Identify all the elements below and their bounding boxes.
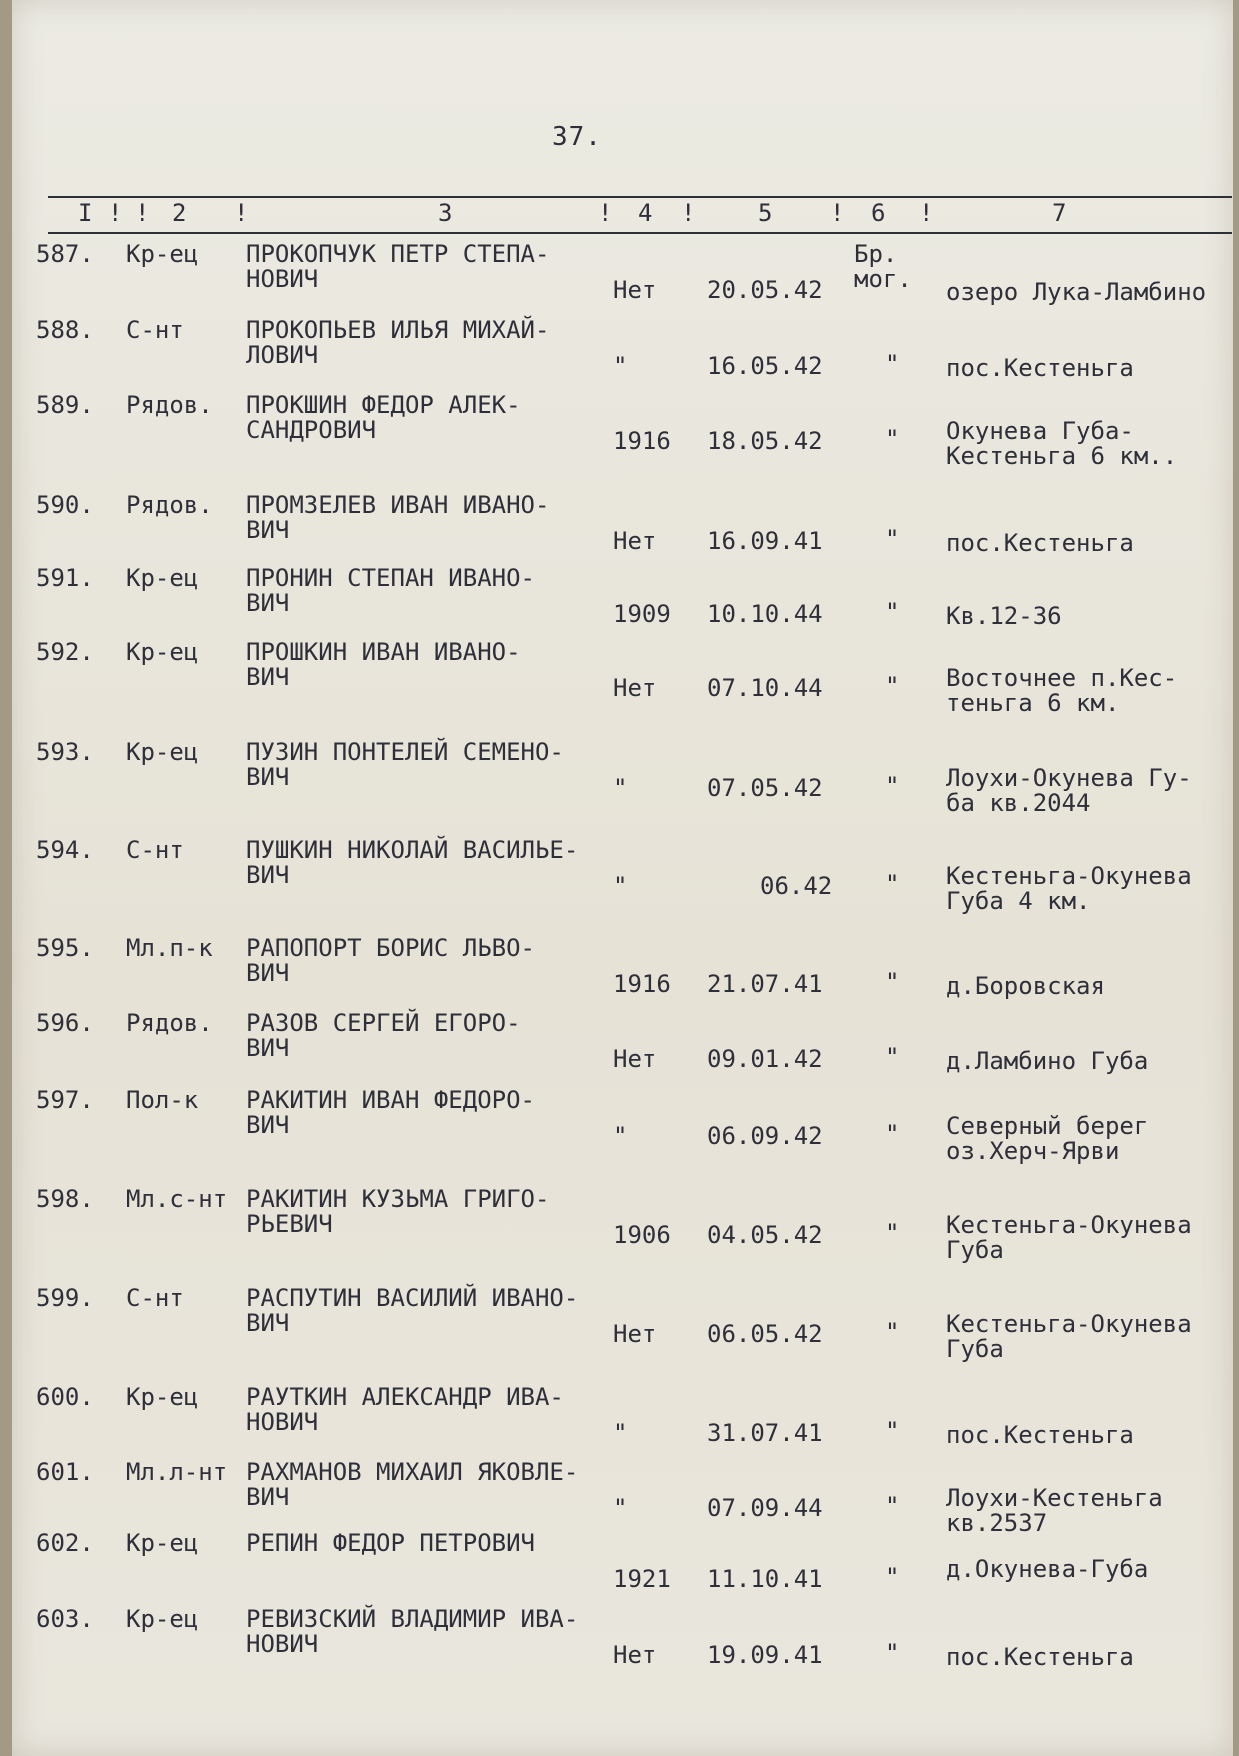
header-separator: ! <box>108 199 123 227</box>
place-line-1: д.Ламбино Губа <box>946 1047 1149 1075</box>
burial-type-line-1: " <box>885 598 900 626</box>
name-line-1: ПРОКОПЬЕВ ИЛЬЯ МИХАЙ- <box>246 316 550 344</box>
military-rank: Кр-ец <box>126 1383 199 1411</box>
name-line-1: ПРОШКИН ИВАН ИВАНО- <box>246 638 521 666</box>
military-rank: Кр-ец <box>126 1605 199 1633</box>
place-line-1: Лоухи-Окунева Гу- <box>946 764 1192 792</box>
burial-type <box>885 1641 899 1666</box>
record-number: 588. <box>36 316 94 344</box>
death-date: 19.09.41 <box>707 1641 823 1669</box>
death-date: 07.09.44 <box>707 1494 823 1522</box>
burial-type <box>885 1122 899 1147</box>
name-line-1: ПРОНИН СТЕПАН ИВАНО- <box>246 564 535 592</box>
name-line-2: ВИЧ <box>246 1034 290 1062</box>
name-line-2: САНДРОВИЧ <box>246 416 377 444</box>
table-row <box>12 1607 1233 1677</box>
full-name <box>246 1607 578 1657</box>
military-rank: С-нт <box>126 1284 184 1312</box>
death-date: 18.05.42 <box>707 427 823 455</box>
full-name <box>246 1286 578 1336</box>
death-date: 07.05.42 <box>707 774 823 802</box>
military-rank: С-нт <box>126 836 184 864</box>
military-rank: Рядов. <box>126 391 213 419</box>
birth-year: Нет <box>613 1320 657 1348</box>
table-row <box>12 1385 1233 1455</box>
full-name <box>246 393 521 443</box>
full-name <box>246 1531 535 1556</box>
record-number: 594. <box>36 836 94 864</box>
death-date: 07.10.44 <box>707 674 823 702</box>
table-row <box>12 1185 1233 1264</box>
table-row <box>12 738 1233 817</box>
burial-type-line-1: " <box>885 672 900 700</box>
table-row <box>12 1458 1233 1537</box>
table-row <box>12 1531 1233 1601</box>
full-name <box>246 936 535 986</box>
burial-type-line-1: " <box>885 968 900 996</box>
place-line-2: Кестеньга 6 км.. <box>946 442 1178 470</box>
burial-type-line-1: " <box>885 870 900 898</box>
burial-type-line-2: мог. <box>854 265 912 293</box>
burial-place <box>946 531 1134 556</box>
military-rank: Кр-ец <box>126 564 199 592</box>
burial-type <box>885 1565 899 1590</box>
burial-place <box>946 356 1134 381</box>
table-row <box>12 1086 1233 1165</box>
name-line-2: НОВИЧ <box>246 1408 319 1436</box>
military-rank: Мл.л-нт <box>126 1458 228 1486</box>
header-col-1: I <box>78 199 93 227</box>
name-line-2: ВИЧ <box>246 663 290 691</box>
burial-type-line-1: " <box>885 350 900 378</box>
death-date: 16.09.41 <box>707 527 823 555</box>
full-name <box>246 1460 578 1510</box>
full-name <box>246 242 549 292</box>
name-line-2: ЛОВИЧ <box>246 341 319 369</box>
death-date: 06.05.42 <box>707 1320 823 1348</box>
burial-type-line-1: " <box>885 1318 900 1346</box>
burial-place <box>946 1114 1148 1164</box>
place-line-1: Кв.12-36 <box>946 602 1062 630</box>
burial-type <box>885 970 899 995</box>
birth-year: " <box>613 1122 628 1150</box>
place-line-1: Кестеньга-Окунева <box>946 1310 1192 1338</box>
place-line-2: ба кв.2044 <box>946 789 1091 817</box>
burial-type-line-1: " <box>885 1120 900 1148</box>
record-number: 590. <box>36 491 94 519</box>
full-name <box>246 1187 549 1237</box>
death-date: 11.10.41 <box>707 1565 823 1593</box>
birth-year: Нет <box>613 527 657 555</box>
header-separator: ! <box>135 199 150 227</box>
name-line-2: НОВИЧ <box>246 1630 319 1658</box>
death-date: 10.10.44 <box>707 600 823 628</box>
burial-place <box>946 766 1192 816</box>
military-rank: Кр-ец <box>126 638 199 666</box>
burial-type-line-1: " <box>885 1492 900 1520</box>
burial-place <box>946 604 1062 629</box>
table-row <box>12 936 1233 1006</box>
burial-place <box>946 280 1206 305</box>
record-number: 589. <box>36 391 94 419</box>
header-col-6: 6 <box>871 199 886 227</box>
death-date: 21.07.41 <box>707 970 823 998</box>
burial-place <box>946 666 1177 716</box>
name-line-2: ВИЧ <box>246 1483 290 1511</box>
document-page <box>12 0 1233 1756</box>
place-line-1: пос.Кестеньга <box>946 1421 1134 1449</box>
burial-place <box>946 1557 1148 1582</box>
burial-type <box>854 242 912 292</box>
burial-place <box>946 1423 1134 1448</box>
burial-type <box>885 674 899 699</box>
header-col-4: 4 <box>638 199 653 227</box>
full-name <box>246 838 578 888</box>
header-col-3: 3 <box>438 199 453 227</box>
place-line-1: Лоухи-Кестеньга <box>946 1484 1163 1512</box>
full-name <box>246 740 564 790</box>
record-number: 597. <box>36 1086 94 1114</box>
birth-year: " <box>613 872 628 900</box>
burial-type-line-1: " <box>885 1639 900 1667</box>
birth-year: 1906 <box>613 1221 671 1249</box>
burial-type-line-1: " <box>885 772 900 800</box>
military-rank: Мл.с-нт <box>126 1185 228 1213</box>
place-line-2: теньга 6 км. <box>946 689 1120 717</box>
military-rank: Кр-ец <box>126 240 199 268</box>
military-rank: С-нт <box>126 316 184 344</box>
burial-type-line-1: " <box>885 525 900 553</box>
place-line-1: Кестеньга-Окунева <box>946 862 1192 890</box>
name-line-1: РАЗОВ СЕРГЕЙ ЕГОРО- <box>246 1009 521 1037</box>
place-line-1: д.Боровская <box>946 972 1105 1000</box>
header-separator: ! <box>598 199 613 227</box>
burial-type <box>885 1494 899 1519</box>
burial-type <box>885 1045 899 1070</box>
name-line-1: ПРОКОПЧУК ПЕТР СТЕПА- <box>246 240 550 268</box>
burial-type <box>885 352 899 377</box>
birth-year: 1916 <box>613 970 671 998</box>
burial-type-line-1: " <box>885 1043 900 1071</box>
name-line-2: ВИЧ <box>246 516 290 544</box>
name-line-2: ВИЧ <box>246 1111 290 1139</box>
military-rank: Пол-к <box>126 1086 199 1114</box>
death-date: 06.42 <box>760 872 833 900</box>
burial-place <box>946 1645 1134 1670</box>
record-number: 600. <box>36 1383 94 1411</box>
record-number: 592. <box>36 638 94 666</box>
page-number: 37. <box>552 122 602 152</box>
birth-year: 1921 <box>613 1565 671 1593</box>
header-separator: ! <box>919 199 934 227</box>
header-separator: ! <box>830 199 845 227</box>
military-rank: Кр-ец <box>126 1529 199 1557</box>
military-rank: Кр-ец <box>126 738 199 766</box>
table-row <box>12 391 1233 470</box>
place-line-1: Кестеньга-Окунева <box>946 1211 1192 1239</box>
birth-year: " <box>613 1494 628 1522</box>
burial-type <box>885 527 899 552</box>
name-line-1: РАХМАНОВ МИХАИЛ ЯКОВЛЕ- <box>246 1458 579 1486</box>
birth-year: 1916 <box>613 427 671 455</box>
name-line-1: РАПОПОРТ БОРИС ЛЬВО- <box>246 934 535 962</box>
table-row <box>12 1284 1233 1363</box>
birth-year: Нет <box>613 674 657 702</box>
name-line-2: ВИЧ <box>246 763 290 791</box>
burial-type-line-1: " <box>885 1219 900 1247</box>
burial-place <box>946 864 1192 914</box>
place-line-1: Восточнее п.Кес- <box>946 664 1178 692</box>
full-name <box>246 1088 535 1138</box>
birth-year: Нет <box>613 276 657 304</box>
record-number: 599. <box>36 1284 94 1312</box>
name-line-1: РЕПИН ФЕДОР ПЕТРОВИЧ <box>246 1529 535 1557</box>
birth-year: Нет <box>613 1045 657 1073</box>
header-separator: ! <box>234 199 249 227</box>
burial-type <box>885 1419 899 1444</box>
place-line-2: Губа 4 км. <box>946 887 1091 915</box>
full-name <box>246 1011 521 1061</box>
burial-place <box>946 1213 1192 1263</box>
record-number: 595. <box>36 934 94 962</box>
name-line-2: ВИЧ <box>246 959 290 987</box>
burial-type <box>885 1320 899 1345</box>
table-row <box>12 242 1233 312</box>
military-rank: Мл.п-к <box>126 934 213 962</box>
place-line-2: Губа <box>946 1335 1004 1363</box>
name-line-1: ПУШКИН НИКОЛАЙ ВАСИЛЬЕ- <box>246 836 579 864</box>
birth-year: " <box>613 1419 628 1447</box>
full-name <box>246 566 535 616</box>
place-line-2: кв.2537 <box>946 1509 1048 1537</box>
burial-place <box>946 1049 1148 1074</box>
table-row <box>12 493 1233 563</box>
record-number: 591. <box>36 564 94 592</box>
record-number: 598. <box>36 1185 94 1213</box>
name-line-2: ВИЧ <box>246 589 290 617</box>
name-line-1: РАКИТИН ИВАН ФЕДОРО- <box>246 1086 535 1114</box>
death-date: 31.07.41 <box>707 1419 823 1447</box>
death-date: 06.09.42 <box>707 1122 823 1150</box>
record-number: 587. <box>36 240 94 268</box>
table-row <box>12 318 1233 388</box>
place-line-1: пос.Кестеньга <box>946 354 1134 382</box>
burial-type-line-1: " <box>885 425 900 453</box>
burial-records-table <box>12 0 1233 1756</box>
record-number: 596. <box>36 1009 94 1037</box>
burial-place <box>946 974 1105 999</box>
death-date: 09.01.42 <box>707 1045 823 1073</box>
name-line-2: ВИЧ <box>246 861 290 889</box>
name-line-1: ПРОКШИН ФЕДОР АЛЕК- <box>246 391 521 419</box>
death-date: 04.05.42 <box>707 1221 823 1249</box>
place-line-2: оз.Херч-Ярви <box>946 1137 1120 1165</box>
full-name <box>246 640 521 690</box>
burial-type-line-1: " <box>885 1563 900 1591</box>
burial-place <box>946 419 1177 469</box>
table-row <box>12 836 1233 915</box>
header-col-5: 5 <box>758 199 773 227</box>
name-line-1: РАКИТИН КУЗЬМА ГРИГО- <box>246 1185 550 1213</box>
burial-type <box>885 427 899 452</box>
place-line-1: Окунева Губа- <box>946 417 1134 445</box>
burial-type <box>885 872 899 897</box>
place-line-2: д.Окунева-Губа <box>946 1555 1149 1583</box>
table-row <box>12 638 1233 717</box>
full-name <box>246 318 549 368</box>
burial-type <box>885 600 899 625</box>
table-row <box>12 566 1233 636</box>
full-name <box>246 1385 564 1435</box>
burial-type-line-1: Бр. <box>854 240 898 268</box>
name-line-1: ПУЗИН ПОНТЕЛЕЙ СЕМЕНО- <box>246 738 564 766</box>
name-line-1: ПРОМЗЕЛЕВ ИВАН ИВАНО- <box>246 491 550 519</box>
burial-type <box>885 774 899 799</box>
full-name <box>246 493 549 543</box>
record-number: 593. <box>36 738 94 766</box>
name-line-2: ВИЧ <box>246 1309 290 1337</box>
birth-year: 1909 <box>613 600 671 628</box>
burial-place <box>946 1486 1163 1536</box>
death-date: 16.05.42 <box>707 352 823 380</box>
record-number: 602. <box>36 1529 94 1557</box>
name-line-1: РАСПУТИН ВАСИЛИЙ ИВАНО- <box>246 1284 579 1312</box>
name-line-2: НОВИЧ <box>246 265 319 293</box>
header-col-2: 2 <box>172 199 187 227</box>
burial-type <box>885 1221 899 1246</box>
burial-type-line-1: " <box>885 1417 900 1445</box>
record-number: 603. <box>36 1605 94 1633</box>
place-line-1: пос.Кестеньга <box>946 529 1134 557</box>
military-rank: Рядов. <box>126 1009 213 1037</box>
place-line-2: Губа <box>946 1236 1004 1264</box>
death-date: 20.05.42 <box>707 276 823 304</box>
birth-year: " <box>613 352 628 380</box>
military-rank: Рядов. <box>126 491 213 519</box>
birth-year: Нет <box>613 1641 657 1669</box>
place-line-1: пос.Кестеньга <box>946 1643 1134 1671</box>
birth-year: " <box>613 774 628 802</box>
place-line-1: озеро Лука-Ламбино <box>946 278 1207 306</box>
header-col-7: 7 <box>1052 199 1067 227</box>
record-number: 601. <box>36 1458 94 1486</box>
name-line-2: РЬЕВИЧ <box>246 1210 333 1238</box>
name-line-1: РЕВИЗСКИЙ ВЛАДИМИР ИВА- <box>246 1605 579 1633</box>
burial-place <box>946 1312 1192 1362</box>
table-row <box>12 1011 1233 1081</box>
place-line-1: Северный берег <box>946 1112 1149 1140</box>
name-line-1: РАУТКИН АЛЕКСАНДР ИВА- <box>246 1383 564 1411</box>
header-separator: ! <box>681 199 696 227</box>
